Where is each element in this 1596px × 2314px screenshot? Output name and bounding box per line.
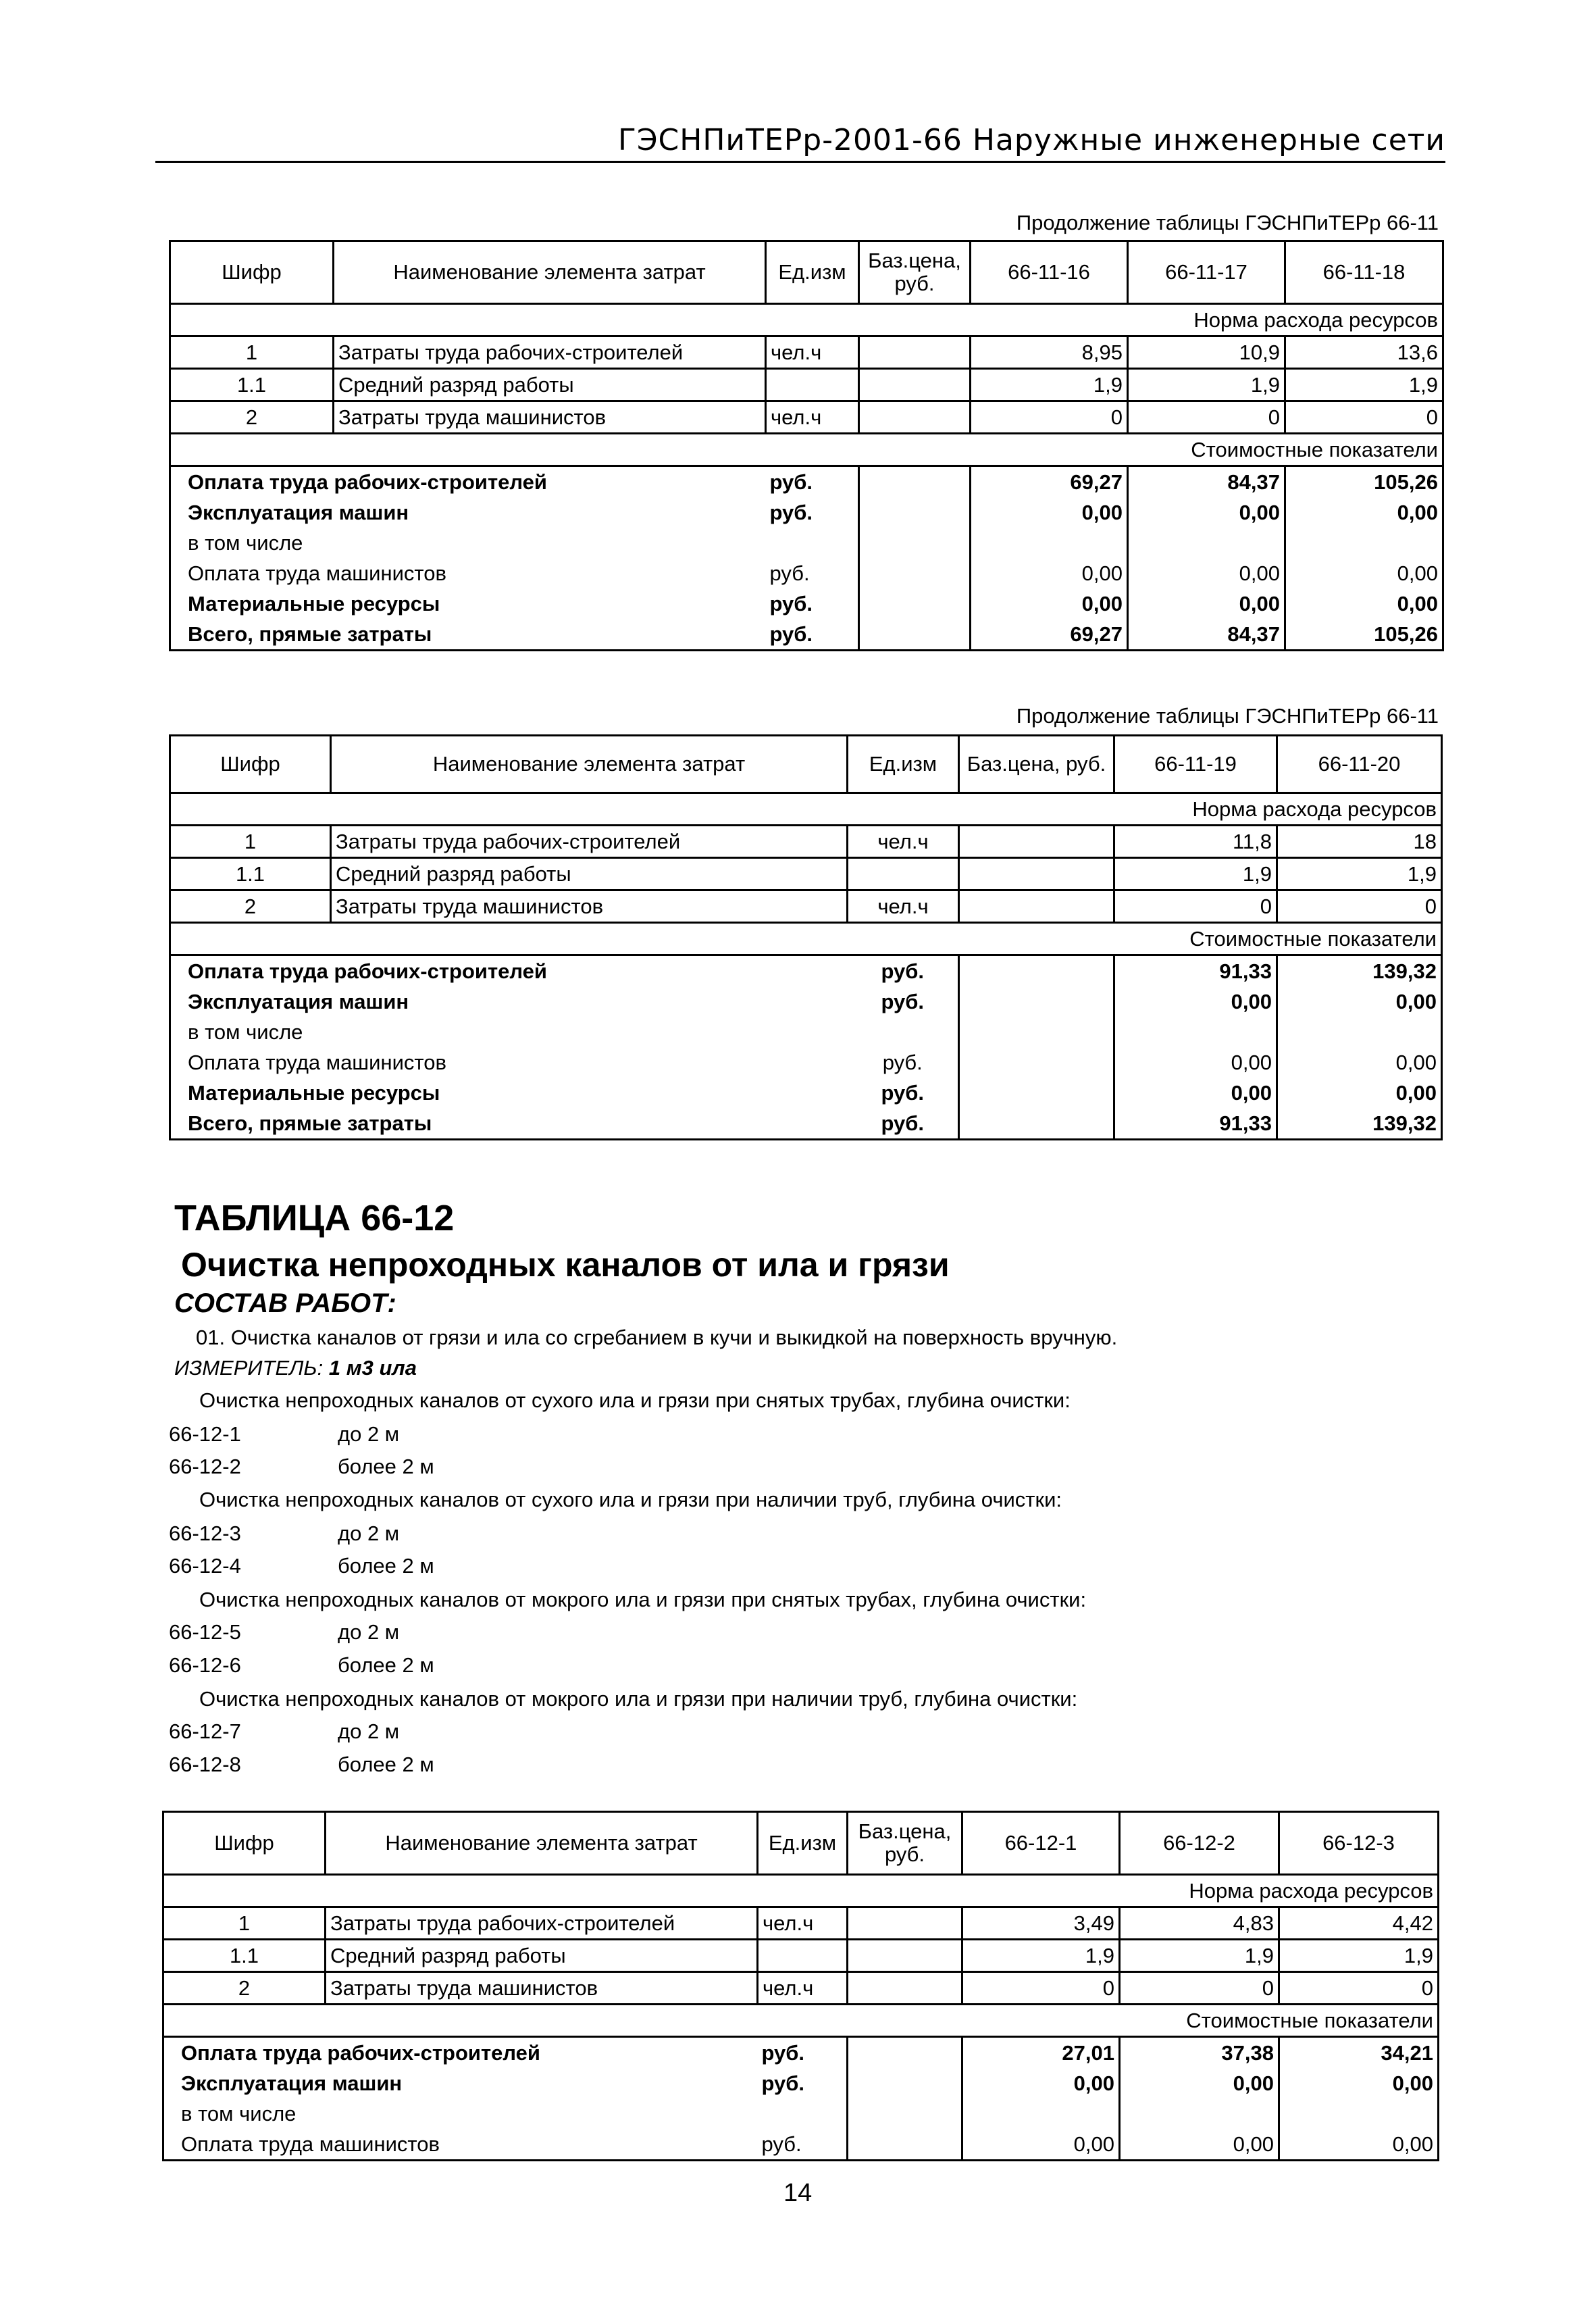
table-row <box>163 2037 1439 2069</box>
cell-unit: руб. <box>766 619 859 651</box>
cell-unit: руб. <box>766 558 859 588</box>
col-header: 66-12-1 <box>962 1812 1120 1875</box>
table-row <box>170 336 1443 369</box>
col-header: Шифр <box>170 736 331 793</box>
cell-unit: руб. <box>766 497 859 528</box>
cell-value: 84,37 <box>1128 466 1285 498</box>
cell-unit: руб. <box>848 955 959 987</box>
table-row <box>170 826 1442 858</box>
cell-unit: руб. <box>758 2129 848 2161</box>
cell-unit: чел.ч <box>766 401 859 434</box>
cell-value: 0 <box>971 401 1128 434</box>
cell-code: 1 <box>170 826 331 858</box>
table-row <box>163 1907 1439 1940</box>
cell-value: 0,00 <box>1120 2129 1279 2161</box>
cell-code: 1.1 <box>163 1940 326 1972</box>
cell-value: 0,00 <box>962 2129 1120 2161</box>
cell-value: 0,00 <box>1277 1078 1442 1108</box>
group-title: Очистка непроходных каналов от сухого ила и грязи при наличии труб, глубина очистки: <box>199 1488 1062 1511</box>
cell-name: Эксплуатация машин <box>170 986 848 1017</box>
cell-value: 1,9 <box>1277 858 1442 890</box>
cell-unit: чел.ч <box>766 336 859 369</box>
cell-name: Затраты труда рабочих-строителей <box>331 826 848 858</box>
cell-unit: руб. <box>848 1108 959 1140</box>
cell-value: 0,00 <box>1279 2129 1439 2161</box>
col-header: 66-11-17 <box>1128 241 1285 304</box>
item-code: 66-12-6 <box>169 1653 241 1677</box>
cell-value: 0,00 <box>1285 588 1443 619</box>
item-code: 66-12-3 <box>169 1521 241 1545</box>
cell-value: 91,33 <box>1114 1108 1277 1140</box>
cell-value: 0,00 <box>971 588 1128 619</box>
cell-unit: руб. <box>848 986 959 1017</box>
composition-label: СОСТАВ РАБОТ: <box>174 1288 396 1318</box>
cell-name: Оплата труда машинистов <box>170 1047 848 1078</box>
cell-unit: чел.ч <box>848 890 959 923</box>
item-depth: до 2 м <box>338 1719 400 1743</box>
col-header: Шифр <box>163 1812 326 1875</box>
cell-value <box>962 2098 1120 2129</box>
item-code: 66-12-2 <box>169 1455 241 1478</box>
cell-name: Затраты труда машинистов <box>326 1972 758 2005</box>
table-row <box>170 588 1443 619</box>
cell-value: 0,00 <box>971 497 1128 528</box>
table2-header-row <box>170 736 1442 793</box>
cell-value <box>1285 528 1443 558</box>
cell-name: Средний разряд работы <box>331 858 848 890</box>
cell-value: 0,00 <box>1128 497 1285 528</box>
cell-name: Оплата труда машинистов <box>170 558 766 588</box>
cell-value: 0 <box>1128 401 1285 434</box>
cell-value: 18 <box>1277 826 1442 858</box>
table-row <box>170 528 1443 558</box>
table2 <box>169 734 1443 1140</box>
cell-value <box>1120 2098 1279 2129</box>
composition-item: 01. Очистка каналов от грязи и ила со сгребанием в кучи и выкидкой на поверхность вручную. <box>196 1326 1118 1349</box>
col-header: 66-11-19 <box>1114 736 1277 793</box>
item-depth: более 2 м <box>338 1753 434 1776</box>
col-header: Баз.цена, руб. <box>959 736 1114 793</box>
col-header: 66-11-20 <box>1277 736 1442 793</box>
item-code: 66-12-5 <box>169 1620 241 1644</box>
cell-value: 0,00 <box>1277 986 1442 1017</box>
cell-value: 69,27 <box>971 466 1128 498</box>
cell-unit <box>758 1940 848 1972</box>
measure-value: 1 м3 ила <box>328 1356 417 1380</box>
cell-value: 105,26 <box>1285 466 1443 498</box>
cell-price <box>859 369 971 401</box>
cell-value: 13,6 <box>1285 336 1443 369</box>
col-header: 66-11-18 <box>1285 241 1443 304</box>
cost-label: Стоимостные показатели <box>170 434 1443 466</box>
cell-name: Материальные ресурсы <box>170 588 766 619</box>
group-title: Очистка непроходных каналов от сухого ила и грязи при снятых трубах, глубина очистки: <box>199 1388 1071 1412</box>
measure-line: ИЗМЕРИТЕЛЬ: 1 м3 ила <box>174 1356 417 1380</box>
cell-price <box>959 890 1114 923</box>
cell-value: 0 <box>962 1972 1120 2005</box>
cell-value: 11,8 <box>1114 826 1277 858</box>
cell-price <box>859 336 971 369</box>
cell-value: 139,32 <box>1277 1108 1442 1140</box>
cell-code: 2 <box>170 401 334 434</box>
table1-header-row <box>170 241 1443 304</box>
table1-continuation: Продолжение таблицы ГЭСНПиТЕРр 66-11 <box>1016 211 1439 234</box>
cell-price <box>959 858 1114 890</box>
cell-value: 1,9 <box>1279 1940 1439 1972</box>
cell-name: Оплата труда рабочих-строителей <box>170 955 848 987</box>
cell-value <box>1277 1017 1442 1047</box>
cell-unit: руб. <box>758 2068 848 2098</box>
table1 <box>169 240 1444 651</box>
cell-name: Всего, прямые затраты <box>170 619 766 651</box>
cell-value: 0,00 <box>1114 1078 1277 1108</box>
item-depth: до 2 м <box>338 1620 400 1644</box>
cell-value: 34,21 <box>1279 2037 1439 2069</box>
cell-unit <box>848 1017 959 1047</box>
cell-name: Оплата труда машинистов <box>163 2129 758 2161</box>
cell-name: Всего, прямые затраты <box>170 1108 848 1140</box>
cell-name: Материальные ресурсы <box>170 1078 848 1108</box>
page-header <box>155 122 1445 163</box>
table-row <box>163 1972 1439 2005</box>
cell-value: 1,9 <box>962 1940 1120 1972</box>
cell-value: 0,00 <box>962 2068 1120 2098</box>
cell-name: Средний разряд работы <box>326 1940 758 1972</box>
measure-label: ИЗМЕРИТЕЛЬ <box>174 1356 317 1380</box>
cell-value: 3,49 <box>962 1907 1120 1940</box>
table-row <box>170 858 1442 890</box>
cell-unit <box>766 528 859 558</box>
cost-label: Стоимостные показатели <box>170 923 1442 955</box>
table-row <box>170 1108 1442 1140</box>
cell-value: 0,00 <box>971 558 1128 588</box>
cell-name: в том числе <box>170 1017 848 1047</box>
table-row <box>170 619 1443 651</box>
cell-code: 1 <box>163 1907 326 1940</box>
cell-value: 0,00 <box>1128 588 1285 619</box>
col-header: Наименование элемента затрат <box>331 736 848 793</box>
table-row <box>170 558 1443 588</box>
cell-value: 0,00 <box>1114 1047 1277 1078</box>
group-title: Очистка непроходных каналов от мокрого ила и грязи при наличии труб, глубина очистки: <box>199 1687 1078 1711</box>
cell-unit: руб. <box>758 2037 848 2069</box>
cell-value: 8,95 <box>971 336 1128 369</box>
col-header: 66-12-2 <box>1120 1812 1279 1875</box>
cell-value: 0 <box>1285 401 1443 434</box>
group-title: Очистка непроходных каналов от мокрого ила и грязи при снятых трубах, глубина очистки: <box>199 1588 1087 1611</box>
cell-unit <box>848 858 959 890</box>
item-code: 66-12-7 <box>169 1719 241 1743</box>
cell-value: 105,26 <box>1285 619 1443 651</box>
table-row <box>163 1940 1439 1972</box>
table-row <box>170 986 1442 1017</box>
cell-unit: руб. <box>848 1078 959 1108</box>
cell-price <box>848 1972 962 2005</box>
col-header: Ед.изм <box>758 1812 848 1875</box>
cell-value: 10,9 <box>1128 336 1285 369</box>
cell-unit: чел.ч <box>848 826 959 858</box>
item-depth: более 2 м <box>338 1455 434 1478</box>
cell-value: 0 <box>1279 1972 1439 2005</box>
cell-value: 1,9 <box>1120 1940 1279 1972</box>
table2-continuation: Продолжение таблицы ГЭСНПиТЕРр 66-11 <box>1016 704 1439 728</box>
cell-value: 1,9 <box>1128 369 1285 401</box>
cell-value: 139,32 <box>1277 955 1442 987</box>
table-row <box>163 2068 1439 2098</box>
table3 <box>162 1811 1439 2161</box>
cell-name: Эксплуатация машин <box>170 497 766 528</box>
cell-name: Затраты труда машинистов <box>334 401 766 434</box>
norm-label: Норма расхода ресурсов <box>170 793 1442 826</box>
cell-code: 1 <box>170 336 334 369</box>
cell-name: Оплата труда рабочих-строителей <box>163 2037 758 2069</box>
cost-label: Стоимостные показатели <box>163 2005 1439 2037</box>
cell-value: 0,00 <box>1285 497 1443 528</box>
table-row <box>163 2129 1439 2161</box>
cell-name: Средний разряд работы <box>334 369 766 401</box>
page-number: 14 <box>783 2179 813 2207</box>
table-row <box>170 369 1443 401</box>
cell-value: 0,00 <box>1285 558 1443 588</box>
cell-price <box>848 1907 962 1940</box>
table-row <box>170 497 1443 528</box>
table-row <box>170 1017 1442 1047</box>
cell-value: 4,83 <box>1120 1907 1279 1940</box>
cell-value: 0,00 <box>1114 986 1277 1017</box>
cell-value: 37,38 <box>1120 2037 1279 2069</box>
cell-price <box>859 401 971 434</box>
col-header: Наименование элемента затрат <box>326 1812 758 1875</box>
cell-name: Оплата труда рабочих-строителей <box>170 466 766 498</box>
table-row <box>170 401 1443 434</box>
cell-name: в том числе <box>170 528 766 558</box>
col-header: Баз.цена, руб. <box>859 241 971 304</box>
cell-value: 1,9 <box>1285 369 1443 401</box>
cell-code: 2 <box>170 890 331 923</box>
cell-value: 0,00 <box>1279 2068 1439 2098</box>
cell-value: 1,9 <box>971 369 1128 401</box>
col-header: Наименование элемента затрат <box>334 241 766 304</box>
cell-value: 91,33 <box>1114 955 1277 987</box>
cell-value: 1,9 <box>1114 858 1277 890</box>
cell-code: 1.1 <box>170 858 331 890</box>
cell-value: 0,00 <box>1120 2068 1279 2098</box>
cell-value: 0 <box>1277 890 1442 923</box>
cell-value <box>1128 528 1285 558</box>
cell-code: 1.1 <box>170 369 334 401</box>
cell-unit <box>758 2098 848 2129</box>
col-header: 66-11-16 <box>971 241 1128 304</box>
table3-header-row <box>163 1812 1439 1875</box>
cell-unit: чел.ч <box>758 1907 848 1940</box>
col-header: 66-12-3 <box>1279 1812 1439 1875</box>
cell-value: 27,01 <box>962 2037 1120 2069</box>
cell-unit: руб. <box>766 588 859 619</box>
col-header: Ед.изм <box>766 241 859 304</box>
table-row <box>170 466 1443 498</box>
cell-name: Затраты труда рабочих-строителей <box>326 1907 758 1940</box>
cell-name: Затраты труда машинистов <box>331 890 848 923</box>
cell-value <box>1114 1017 1277 1047</box>
table-row <box>170 955 1442 987</box>
item-depth: более 2 м <box>338 1653 434 1677</box>
item-depth: до 2 м <box>338 1422 400 1446</box>
section-subtitle: Очистка непроходных каналов от ила и грязи <box>181 1246 950 1284</box>
table-row <box>170 1078 1442 1108</box>
item-code: 66-12-4 <box>169 1554 241 1578</box>
norm-label: Норма расхода ресурсов <box>163 1875 1439 1907</box>
cell-value: 69,27 <box>971 619 1128 651</box>
cell-value: 84,37 <box>1128 619 1285 651</box>
cell-name: Эксплуатация машин <box>163 2068 758 2098</box>
cell-value: 0,00 <box>1277 1047 1442 1078</box>
item-code: 66-12-1 <box>169 1422 241 1446</box>
cell-value: 0,00 <box>1128 558 1285 588</box>
col-header: Шифр <box>170 241 334 304</box>
item-code: 66-12-8 <box>169 1753 241 1776</box>
norm-label: Норма расхода ресурсов <box>170 304 1443 336</box>
cell-unit: чел.ч <box>758 1972 848 2005</box>
cell-code: 2 <box>163 1972 326 2005</box>
item-depth: более 2 м <box>338 1554 434 1578</box>
item-depth: до 2 м <box>338 1521 400 1545</box>
cell-unit <box>766 369 859 401</box>
document-title: ГЭСНПиТЕРр-2001-66 Наружные инженерные сети <box>617 123 1445 157</box>
cell-value: 4,42 <box>1279 1907 1439 1940</box>
cell-name: в том числе <box>163 2098 758 2129</box>
cell-value <box>1279 2098 1439 2129</box>
cell-unit: руб. <box>766 466 859 498</box>
cell-unit: руб. <box>848 1047 959 1078</box>
table-row <box>170 890 1442 923</box>
cell-value: 0 <box>1114 890 1277 923</box>
col-header: Ед.изм <box>848 736 959 793</box>
cell-price <box>848 1940 962 1972</box>
cell-name: Затраты труда рабочих-строителей <box>334 336 766 369</box>
cell-value <box>971 528 1128 558</box>
cell-value: 0 <box>1120 1972 1279 2005</box>
table-row <box>163 2098 1439 2129</box>
cell-price <box>959 826 1114 858</box>
table-row <box>170 1047 1442 1078</box>
table-title: ТАБЛИЦА 66-12 <box>174 1198 455 1238</box>
col-header: Баз.цена, руб. <box>848 1812 962 1875</box>
